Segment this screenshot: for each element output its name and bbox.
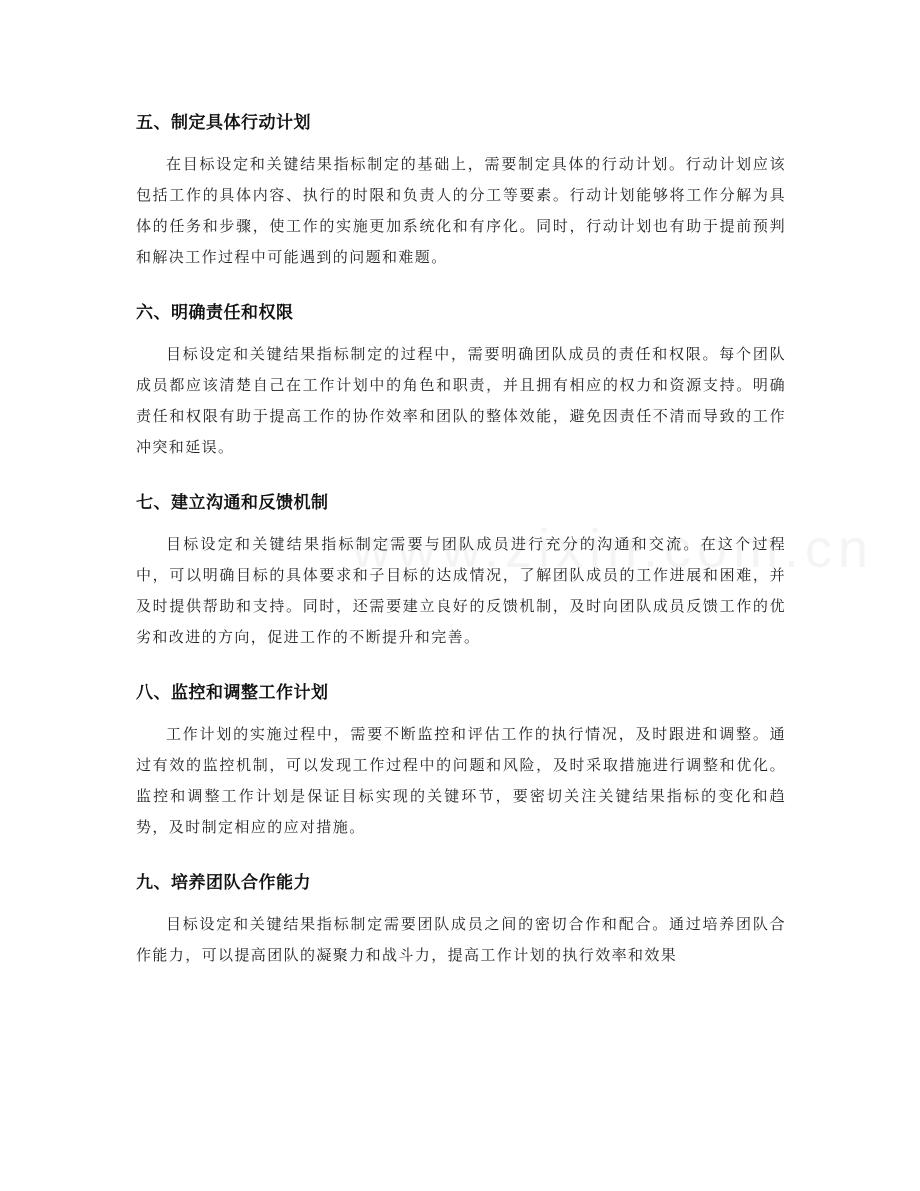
section-heading-8: 八、监控和调整工作计划 [136, 683, 329, 703]
document-content [136, 104, 786, 992]
section-heading-6: 六、明确责任和权限 [136, 303, 294, 323]
section-paragraph-7: 目标设定和关键结果指标制定需要与团队成员进行充分的沟通和交流。在这个过程中，可以明确目标的具体要求和子目标的达成情况，了解团队成员的工作进展和困难，并及时提供帮助和支持。同时，还需要建立良好的反馈机制，及时向团队成员反馈工作的优劣和改进的方向，促进工作的不断提升和完善。 [136, 535, 786, 646]
section-paragraph-6: 目标设定和关键结果指标制定的过程中，需要明确团队成员的责任和权限。每个团队成员都应该清楚自己在工作计划中的角色和职责，并且拥有相应的权力和资源支持。明确责任和权限有助于提高工作的协作效率和团队的整体效能，避免因责任不清而导致的工作冲突和延误。 [136, 345, 786, 456]
section-paragraph-5: 在目标设定和关键结果指标制定的基础上，需要制定具体的行动计划。行动计划应该包括工作的具体内容、执行的时限和负责人的分工等要素。行动计划能够将工作分解为具体的任务和步骤，使工作的实施更加系统化和有序化。同时，行动计划也有助于提前预判和解决工作过程中可能遇到的问题和难题。 [136, 155, 786, 266]
section-heading-7: 七、建立沟通和反馈机制 [136, 493, 329, 513]
section-paragraph-9: 目标设定和关键结果指标制定需要团队成员之间的密切合作和配合。通过培养团队合作能力，可以提高团队的凝聚力和战斗力，提高工作计划的执行效率和效果 [136, 915, 786, 964]
section-paragraph-8: 工作计划的实施过程中，需要不断监控和评估工作的执行情况，及时跟进和调整。通过有效的监控机制，可以发现工作过程中的问题和风险，及时采取措施进行调整和优化。监控和调整工作计划是保证目标实现的关键环节，要密切关注关键结果指标的变化和趋势，及时制定相应的应对措施。 [136, 725, 786, 836]
section-heading-9: 九、培养团队合作能力 [136, 873, 311, 893]
section-heading-5: 五、制定具体行动计划 [136, 113, 311, 133]
